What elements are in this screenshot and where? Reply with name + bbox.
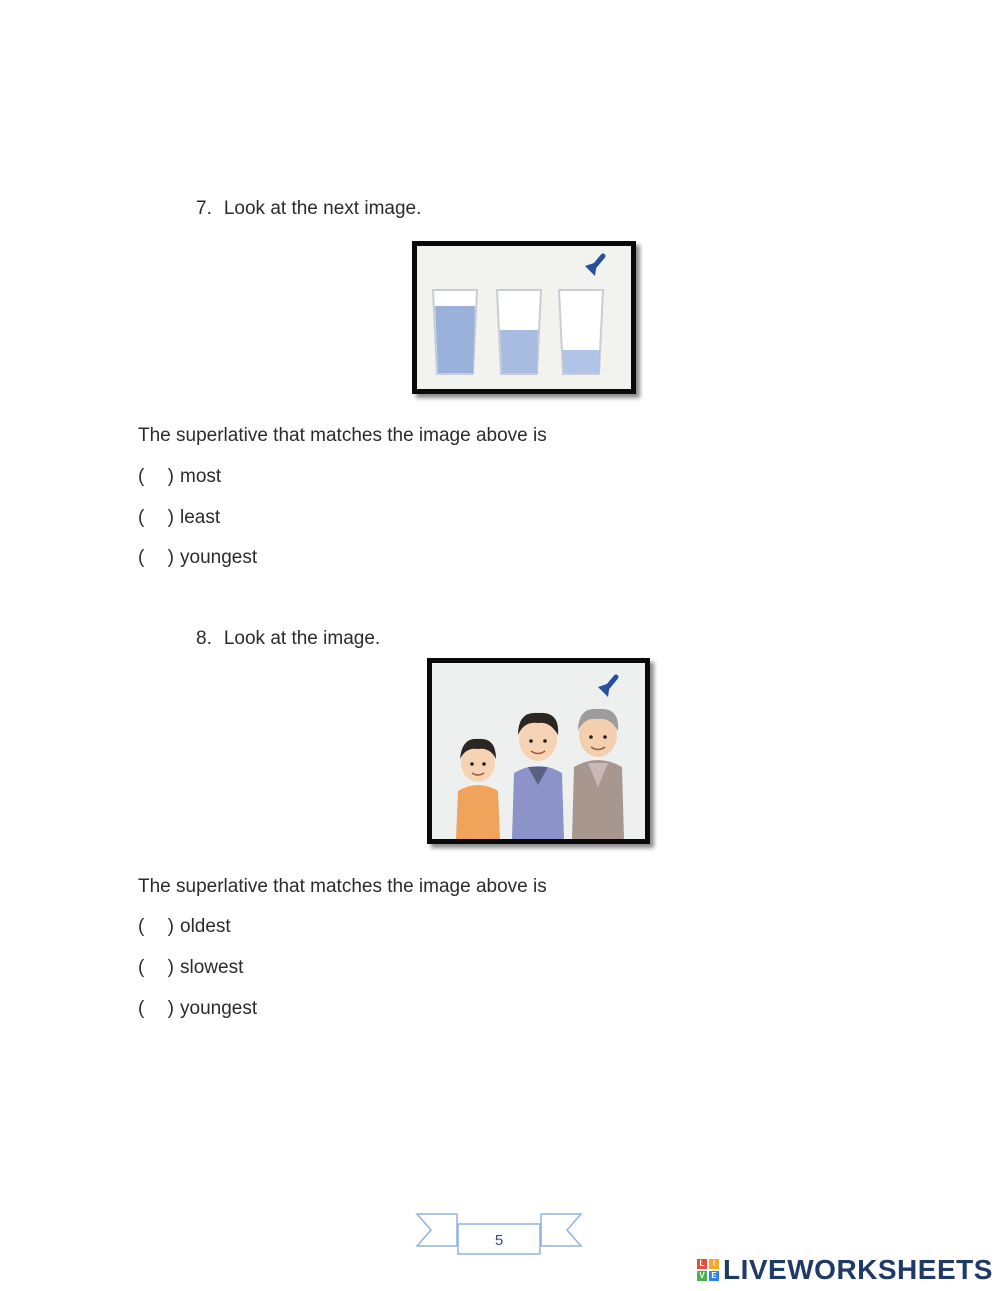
question-8-heading xyxy=(196,628,380,650)
water-glasses-image xyxy=(412,241,636,394)
question-8-option-3[interactable] xyxy=(138,998,257,1020)
question-8-instruction: Look at the image. xyxy=(223,628,381,649)
question-8-option-2[interactable] xyxy=(138,957,243,979)
page-number: 5 xyxy=(494,1232,504,1249)
option-label: youngest xyxy=(180,998,258,1019)
question-7-option-2[interactable] xyxy=(138,507,220,529)
option-label: least xyxy=(180,507,221,528)
option-label: slowest xyxy=(180,957,244,978)
question-7-instruction: Look at the next image. xyxy=(223,198,422,219)
people-ages-image xyxy=(427,658,650,844)
option-label: youngest xyxy=(180,547,258,568)
glass-least xyxy=(559,290,603,374)
option-label: most xyxy=(180,466,222,487)
answer-checkbox[interactable]: ( ) xyxy=(138,466,174,487)
question-7-heading xyxy=(196,198,421,220)
answer-checkbox[interactable]: ( ) xyxy=(138,547,174,568)
question-8-prompt: The superlative that matches the image above is xyxy=(138,876,547,897)
question-7-prompt: The superlative that matches the image above is xyxy=(138,425,547,446)
answer-checkbox[interactable]: ( ) xyxy=(138,957,174,978)
question-7-number: 7. xyxy=(196,198,212,219)
liveworksheets-logo xyxy=(697,1254,993,1286)
glass-full xyxy=(433,290,477,374)
question-7-option-3[interactable] xyxy=(138,547,257,569)
brand-name: LIVEWORKSHEETS xyxy=(723,1254,993,1285)
answer-checkbox[interactable]: ( ) xyxy=(138,507,174,528)
boy-figure xyxy=(456,739,500,839)
answer-checkbox[interactable]: ( ) xyxy=(138,916,174,937)
answer-checkbox[interactable]: ( ) xyxy=(138,998,174,1019)
glass-half xyxy=(497,290,541,374)
question-8-number: 8. xyxy=(196,628,212,649)
brand-logo-icon: L I V E xyxy=(697,1259,719,1281)
question-8-option-1[interactable] xyxy=(138,916,231,938)
option-label: oldest xyxy=(180,916,231,937)
question-7-option-1[interactable] xyxy=(138,466,221,488)
